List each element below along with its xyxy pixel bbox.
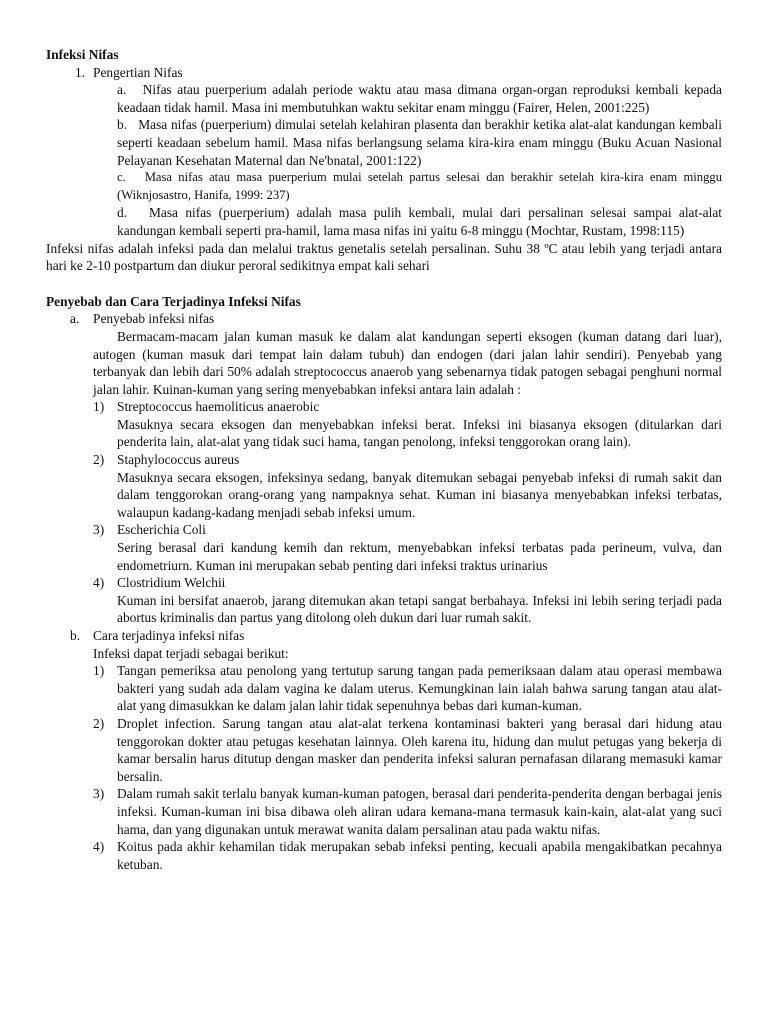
way-number: 4) — [93, 839, 105, 855]
cause-name: Escherichia Coli — [117, 522, 206, 538]
subsection-title: Penyebab infeksi nifas — [93, 311, 215, 327]
list-label: Pengertian Nifas — [93, 64, 183, 80]
definition-label: d. — [117, 205, 128, 221]
definition-text: Masa nifas (puerperium) dimulai setelah kelahiran plasenta dan berakhir ketika alat-alat kandungan kembali seperti keadaan sebelum hamil. Masa nifas berlangsung selama kira-kira enam minggu (Buku Acuan Nasional Pelayanan Kesehatan Maternal dan Ne'bnatal, 2001:122) — [117, 117, 722, 168]
cause-number: 2) — [93, 452, 105, 468]
spacer — [46, 275, 722, 293]
cause-number: 1) — [93, 399, 105, 415]
definition-label: b. — [117, 117, 128, 133]
way-text: Droplet infection. Sarung tangan atau alat-alat terkena kontaminasi bakteri yang berasal dari hidung atau tenggorokan dokter atau petugas kesehatan lainnya. Oleh karena itu, hidung dan mulut petugas yang bekerja di kamar bersalin harus ditutup dengan masker dan penderita infeksi saluran pernafasan dilarang memasuki kamar bersalin. — [117, 715, 722, 784]
definition-label: a. — [117, 82, 127, 98]
cause-text: Kuman ini bersifat anaerob, jarang ditemukan akan tetapi sangat berbahaya. Infeksi ini lebih sering terjadi pada abortus kriminalis dan partus yang ditolong oleh dukun dari luar rumah sakit. — [117, 592, 722, 626]
subsection-b — [46, 627, 722, 645]
cause-item — [93, 521, 722, 574]
cause-number: 4) — [93, 575, 105, 591]
definition-text: Masa nifas (puerperium) adalah masa pulih kembali, mulai dari persalinan selesai sampai alat-alat kandungan kembali seperti pra-hamil, lama masa nifas ini yaitu 6-8 minggu (Mochtar, Rustam, 1998:115) — [117, 205, 722, 238]
definition-text: Nifas atau puerperium adalah periode waktu atau masa dimana organ-organ reproduksi kembali kepada keadaan tidak hamil. Masa ini membutuhkan waktu sekitar enam minggu (Fairer, Helen, 2001:225) — [117, 82, 722, 115]
cause-number: 3) — [93, 522, 105, 538]
way-item — [93, 785, 722, 838]
cause-text: Sering berasal dari kandung kemih dan rektum, menyebabkan infeksi terbatas pada perineum, vulva, dan endometriurn. Kuman ini merupakan sebab penting dari infeksi traktus urinarius — [117, 540, 722, 573]
cause-name: Clostridium Welchii — [117, 575, 226, 591]
way-number: 2) — [93, 715, 105, 731]
subsection-label: a. — [70, 311, 80, 327]
way-text: Dalam rumah sakit terlalu banyak kuman-kuman patogen, berasal dari penderita-penderita dengan berbagai jenis infeksi. Kuman-kuman ini bisa dibawa oleh aliran udara kemana-mana termasuk kain-kain, alat-alat yang suci hama, dan yang digunakan untuk merawat wanita dalam persalinan atau pada waktu nifas. — [117, 786, 722, 837]
way-item — [93, 715, 722, 785]
list-item-pengertian — [46, 64, 722, 82]
cause-text: Masuknya secara eksogen dan menyebabkan infeksi berat. Infeksi ini biasanya eksogen (ditularkan dari penderita lain, alat-alat yang tidak suci hama, tangan penolong, infeksi tenggorokan orang lain). — [117, 416, 722, 450]
definition-label: c. — [117, 170, 126, 185]
cause-item — [93, 398, 722, 451]
paragraph-penyebab-intro: Bermacam-macam jalan kuman masuk ke dalam alat kandungan seperti eksogen (kuman datang dari luar), autogen (kuman masuk dari tempat lain dalam tubuh) dan endogen (dari jalan lahir sendiri). Penyebab yang terbanyak dan lebih dari 50% adalah streptococcus anaerob yang sebenarnya tidak patogen sebagai penghuni normal jalan lahir. Kuinan-kuman yang sering menyebabkan infeksi antara lain adalah : — [93, 328, 722, 397]
subsection-title: Cara terjadinya infeksi nifas — [93, 628, 245, 643]
paragraph-definition: Infeksi nifas adalah infeksi pada dan melalui traktus genetalis setelah persalinan. Suhu 38 ºC atau lebih yang terjadi antara hari ke 2-10 postpartum dan diukur peroral sedikitnya empat kali sehari — [46, 240, 722, 274]
definition-text: Masa nifas atau masa puerperium mulai setelah partus selesai dan berakhir setelah kira-kira enam minggu (Wiknjosastro, Hanifa, 1999: 237) — [117, 170, 722, 202]
way-text: Koitus pada akhir kehamilan tidak merupakan sebab infeksi penting, kecuali apabila mengakibatkan pecahnya ketuban. — [117, 839, 722, 872]
way-item — [93, 838, 722, 873]
section-title-infeksi-nifas: Infeksi Nifas — [46, 47, 119, 62]
way-number: 3) — [93, 786, 105, 802]
definition-c — [46, 169, 722, 204]
list-number: 1. — [74, 64, 85, 80]
definition-a — [46, 81, 722, 116]
definition-b — [46, 116, 722, 169]
cause-name: Staphylococcus aureus — [117, 452, 240, 468]
paragraph-cara-intro: Infeksi dapat terjadi sebagai berikut: — [93, 645, 289, 661]
cause-text: Masuknya secara eksogen, infeksinya sedang, banyak ditemukan sebagai penyebab infeksi di rumah sakit dan dalam tenggorokan orang-orang yang nampaknya sehat. Kuman ini biasanya menyebabkan infeksi terbatas, walaupun kadang-kadang menjadi sebab infeksi umum. — [117, 469, 722, 520]
way-text: Tangan pemeriksa atau penolong yang tertutup sarung tangan pada pemeriksaan dalam atau operasi membawa bakteri yang sudah ada dalam vagina ke dalam uterus. Kemungkinan lain ialah bahwa sarung tangan atau alat-alat yang dimasukkan ke dalam jalan lahir tidak sepenuhnya bebas dari kuman-kuman. — [117, 663, 722, 714]
cause-name: Streptococcus haemoliticus anaerobic — [117, 399, 320, 415]
cause-item — [93, 451, 722, 521]
ways-list — [46, 662, 722, 873]
causes-list — [46, 398, 722, 627]
section-title-penyebab: Penyebab dan Cara Terjadinya Infeksi Nifas — [46, 293, 301, 309]
way-number: 1) — [93, 663, 105, 679]
way-item — [93, 662, 722, 715]
subsection-a — [46, 310, 722, 328]
subsection-label: b. — [70, 628, 81, 643]
definition-d — [46, 204, 722, 239]
cause-item — [93, 574, 722, 627]
